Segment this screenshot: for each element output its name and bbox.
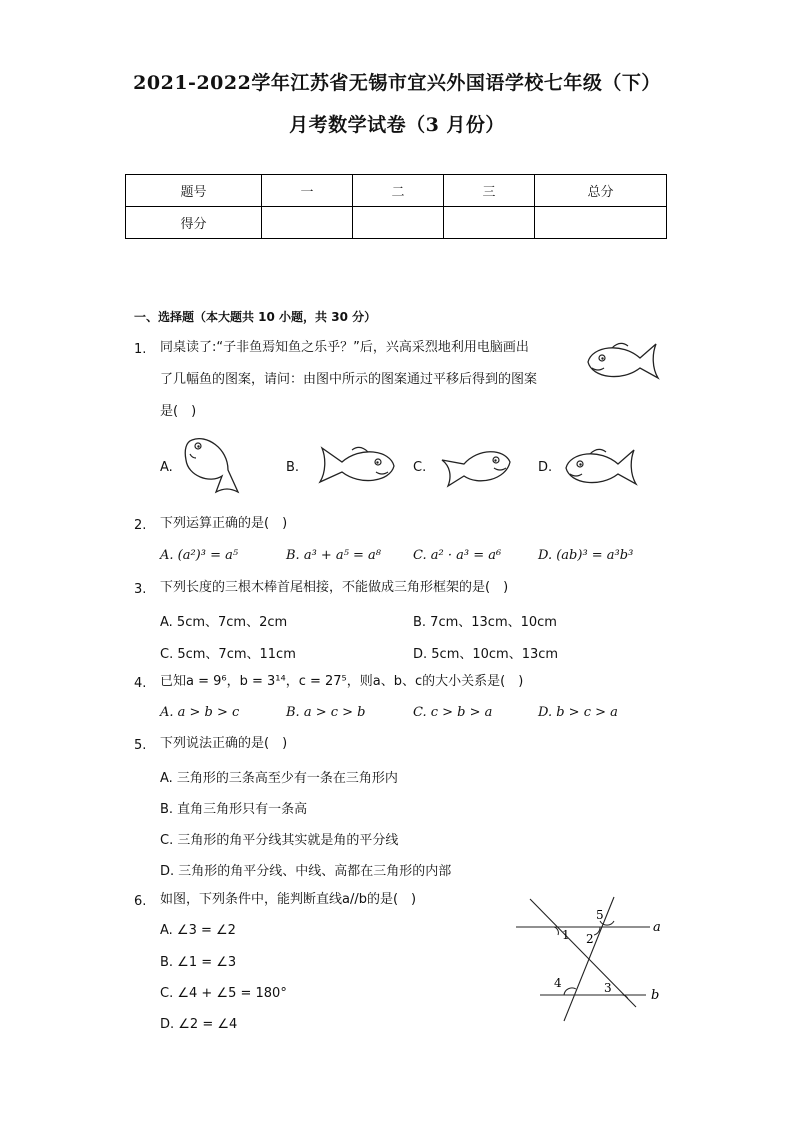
angle-label-3: 3 [604,981,612,995]
option-c[interactable]: C. ∠4 + ∠5 = 180° [160,986,287,1001]
score-table [125,174,667,239]
option-c[interactable]: C. c > b > a [413,705,493,720]
option-b[interactable]: B. a³ + a⁵ = a⁸ [286,548,382,563]
angle-label-1: 1 [562,928,570,942]
exam-title-line1: 2021-2022学年江苏省无锡市宜兴外国语学校七年级（下） [133,72,661,94]
option-d[interactable]: D. 5cm、10cm、13cm [413,647,559,662]
option-a[interactable]: A. 三角形的三条高至少有一条在三角形内 [160,771,398,786]
angle-arc-1 [554,927,558,935]
option-c[interactable]: C. a² · a³ = a⁶ [413,548,502,563]
option-d[interactable]: D. 三角形的角平分线、中线、高都在三角形的内部 [160,864,452,879]
score-table-score-row [126,207,667,239]
option-d[interactable]: D. [538,460,553,475]
option-b[interactable]: B. [286,460,300,475]
option-a[interactable]: A. (a²)³ = a⁵ [160,548,239,563]
option-c[interactable]: C. 5cm、7cm、11cm [160,647,296,662]
question-number: 2. [134,518,147,533]
score-row-label: 得分 [126,207,262,239]
option-b[interactable]: B. a > c > b [286,705,366,720]
question-stem: 下列运算正确的是( ) [160,516,288,531]
question-stem: 已知a = 9⁶，b = 3¹⁴，c = 27⁵，则a、b、c的大小关系是( ) [160,674,524,689]
parallel-lines-figure [510,895,670,1025]
line-label-b: b [651,988,660,1003]
score-header-cell: 题号 [126,175,262,207]
option-d[interactable]: D. ∠2 = ∠4 [160,1017,238,1032]
option-b[interactable]: B. 直角三角形只有一条高 [160,802,308,817]
option-c[interactable]: C. 三角形的角平分线其实就是角的平分线 [160,833,399,848]
score-header-cell: 二 [353,175,444,207]
option-a[interactable]: A. a > b > c [160,705,240,720]
question-number: 1. [134,342,147,357]
score-cell[interactable] [262,207,353,239]
option-c[interactable]: C. [413,460,427,475]
score-table-header-row [126,175,667,207]
transversal-1 [530,899,636,1007]
fish-option-d-icon [560,444,640,490]
score-cell[interactable] [353,207,444,239]
question-number: 5. [134,738,147,753]
question-text-line: 同桌读了:“子非鱼焉知鱼之乐乎？”后，兴高采烈地利用电脑画出 [160,340,529,355]
question-text-line: 是( ) [160,404,197,419]
question-number: 4. [134,676,147,691]
option-b[interactable]: B. 7cm、13cm、10cm [413,615,557,630]
score-header-cell: 总分 [535,175,667,207]
fish-reference-icon [582,338,662,386]
question-number: 6. [134,894,147,909]
angle-label-5: 5 [596,908,604,922]
transversal-2 [564,897,614,1021]
option-a[interactable]: A. ∠3 = ∠2 [160,923,236,938]
exam-title-line2: 月考数学试卷（3 月份） [289,114,505,136]
score-header-cell: 一 [262,175,353,207]
question-stem: 下列长度的三根木棒首尾相接，不能做成三角形框架的是( ) [160,580,509,595]
option-d[interactable]: D. (ab)³ = a³b³ [538,548,634,563]
score-cell[interactable] [535,207,667,239]
option-a[interactable]: A. 5cm、7cm、2cm [160,615,288,630]
section-title: 一、选择题（本大题共 10 小题，共 30 分） [134,310,377,324]
angle-label-2: 2 [586,932,594,946]
question-stem: 下列说法正确的是( ) [160,736,288,751]
fish-option-b-icon [308,440,400,490]
fish-option-c-icon [434,440,514,500]
question-stem: 如图，下列条件中，能判断直线a//b的是( ) [160,892,417,907]
score-cell[interactable] [444,207,535,239]
question-number: 3. [134,582,147,597]
option-b[interactable]: B. ∠1 = ∠3 [160,955,237,970]
angle-arc-4 [564,988,576,995]
angle-label-4: 4 [554,976,562,990]
fish-option-a-icon [180,432,250,502]
question-text-line: 了几幅鱼的图案，请问：由图中所示的图案通过平移后得到的图案 [160,372,538,387]
option-d[interactable]: D. b > c > a [538,705,618,720]
score-header-cell: 三 [444,175,535,207]
line-label-a: a [653,920,661,935]
option-a[interactable]: A. [160,460,173,475]
